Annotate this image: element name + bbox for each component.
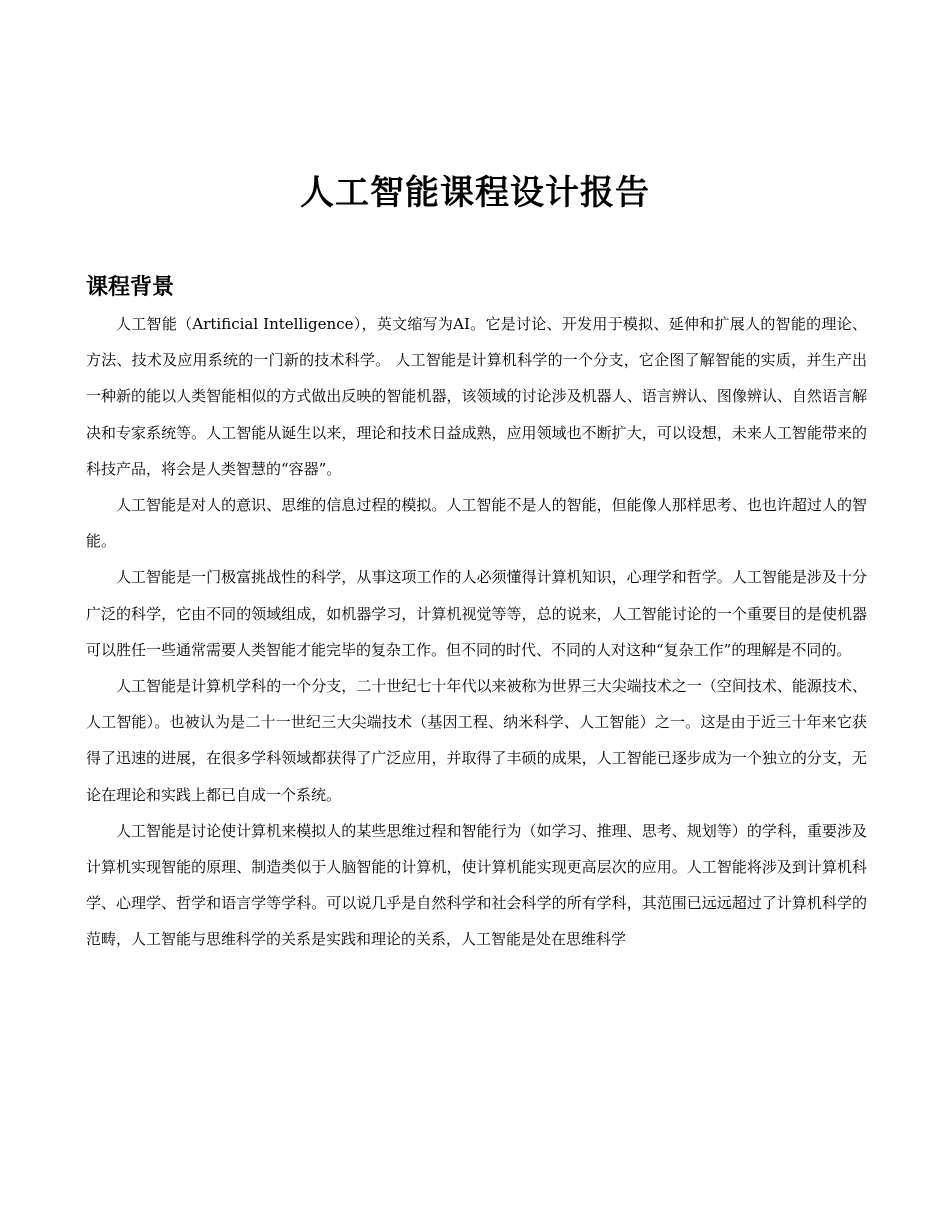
paragraph: 人工智能是一门极富挑战性的科学，从事这项工作的人必须懂得计算机知识，心理学和哲学。人工智能是涉及十分广泛的科学，它由不同的领域组成，如机器学习，计算机视觉等等，总的说来，人工智能讨论的一个重要目的是使机器可以胜任一些通常需要人类智能才能完毕的复杂工作。但不同的时代、不同的人对这种“复杂工作”的理解是不同的。 <box>86 568 867 659</box>
section-heading: 课程背景 <box>86 275 175 301</box>
document-title: 人工智能课程设计报告 <box>300 172 650 213</box>
paragraph: 人工智能是讨论使计算机来模拟人的某些思维过程和智能行为（如学习、推理、思考、规划等）的学科，重要涉及计算机实现智能的原理、制造类似于人脑智能的计算机，使计算机能实现更高层次的应用。人工智能将涉及到计算机科学、心理学、哲学和语言学等学科。可以说几乎是自然科学和社会科学的所有学科，其范围已远远超过了计算机科学的范畴，人工智能与思维科学的关系是实践和理论的关系，人工智能是处在思维科学 <box>86 821 867 949</box>
paragraph: 人工智能（Artificial Intelligence），英文缩写为AI。它是讨论、开发用于模拟、延伸和扩展人的智能的理论、方法、技术及应用系统的一门新的技术科学。 人工智能是计算机科学的一个分支，它企图了解智能的实质，并生产出一种新的能以人类智能相似的方式做出反映的智能机器，该领域的讨论涉及机器人、语言辨认、图像辨认、自然语言解决和专家系统等。人工智能从诞生以来，理论和技术日益成熟，应用领域也不断扩大，可以设想，未来人工智能带来的科技产品，将会是人类智慧的“容器”。 <box>86 315 867 478</box>
document-body <box>86 306 867 958</box>
paragraph: 人工智能是计算机学科的一个分支，二十世纪七十年代以来被称为世界三大尖端技术之一（空间技术、能源技术、人工智能）。也被认为是二十一世纪三大尖端技术（基因工程、纳米科学、人工智能）之一。这是由于近三十年来它获得了迅速的进展，在很多学科领域都获得了广泛应用，并取得了丰硕的成果，人工智能已逐步成为一个独立的分支，无论在理论和实践上都已自成一个系统。 <box>86 677 867 804</box>
paragraph: 人工智能是对人的意识、思维的信息过程的模拟。人工智能不是人的智能，但能像人那样思考、也也许超过人的智能。 <box>86 496 867 551</box>
